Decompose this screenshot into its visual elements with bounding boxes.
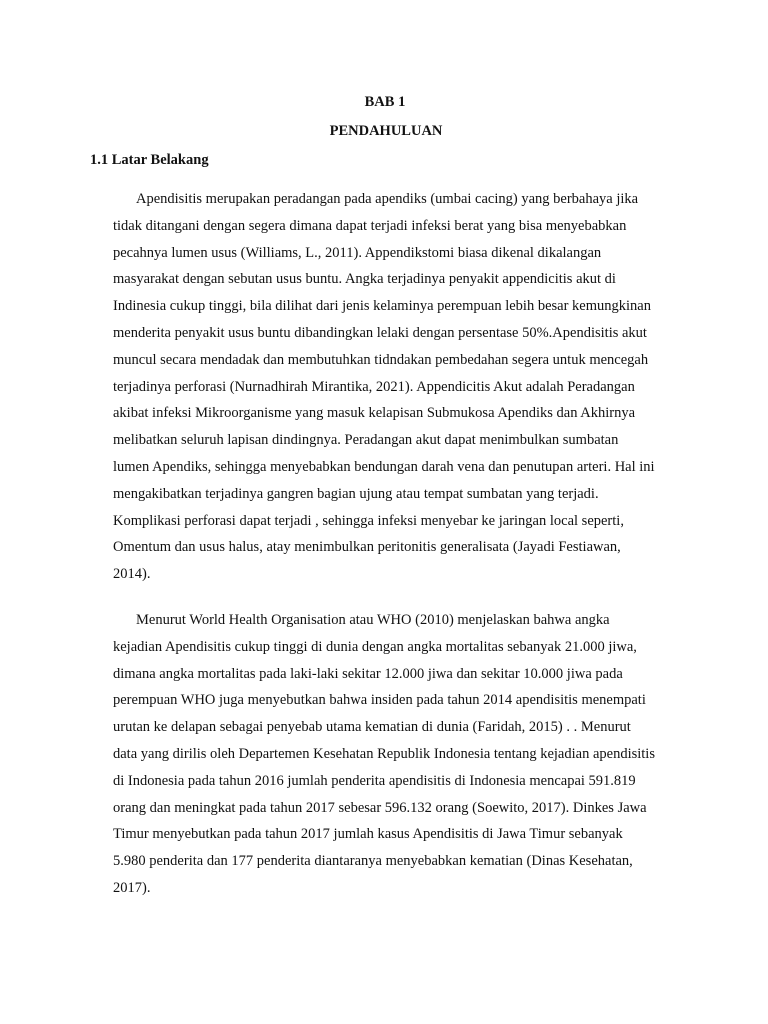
paragraph-line: terjadinya perforasi (Nurnadhirah Mirantika, 2021). Appendicitis Akut adalah Peradangan: [113, 378, 635, 395]
paragraph-line: orang dan meningkat pada tahun 2017 sebesar 596.132 orang (Soewito, 2017). Dinkes Jawa: [113, 799, 647, 816]
paragraph-line: perempuan WHO juga menyebutkan bahwa insiden pada tahun 2014 apendisitis menempati: [113, 692, 646, 709]
paragraph-line: Komplikasi perforasi dapat terjadi , sehingga infeksi menyebar ke jaringan local seperti,: [113, 512, 624, 529]
paragraph-line: tidak ditangani dengan segera dimana dapat terjadi infeksi berat yang bisa menyebabkan: [113, 217, 627, 234]
paragraph-line: mengakibatkan terjadinya gangren bagian ujung atau tempat sumbatan yang terjadi.: [113, 485, 599, 502]
paragraph-line: akibat infeksi Mikroorganisme yang masuk kelapisan Submukosa Apendiks dan Akhirnya: [113, 405, 636, 422]
paragraph-line: Apendisitis merupakan peradangan pada apendiks (umbai cacing) yang berbahaya jika: [136, 191, 639, 207]
section-heading: 1.1 Latar Belakang: [90, 152, 209, 168]
chapter-title: PENDAHULUAN: [329, 123, 443, 139]
paragraph-who-statistics: [113, 611, 693, 906]
paragraph-line: melibatkan seluruh lapisan dindingnya. Peradangan akut dapat menimbulkan sumbatan: [113, 432, 619, 449]
paragraph-line: kejadian Apendisitis cukup tinggi di dunia dengan angka mortalitas sebanyak 21.000 jiwa,: [113, 638, 637, 655]
paragraph-line: Indinesia cukup tinggi, bila dilihat dari jenis kelaminya perempuan lebih besar kemungkinan: [113, 298, 651, 315]
paragraph-background-appendicitis: [113, 190, 693, 592]
paragraph-line: Omentum dan usus halus, atay menimbulkan peritonitis generalisata (Jayadi Festiawan,: [113, 539, 621, 556]
paragraph-line: 2014).: [113, 566, 151, 583]
paragraph-line: masyarakat dengan sebutan usus buntu. Angka terjadinya penyakit appendicitis akut di: [113, 271, 616, 288]
paragraph-line: data yang dirilis oleh Departemen Kesehatan Republik Indonesia tentang kejadian apendisitis: [113, 745, 655, 762]
paragraph-line: 5.980 penderita dan 177 penderita diantaranya menyebabkan kematian (Dinas Kesehatan,: [113, 853, 633, 870]
paragraph-line: dimana angka mortalitas pada laki-laki sekitar 12.000 jiwa dan sekitar 10.000 jiwa pada: [113, 665, 623, 682]
chapter-number: BAB 1: [364, 94, 406, 110]
paragraph-line: menderita penyakit usus buntu dibandingkan lelaki dengan persentase 50%.Apendisitis akut: [113, 324, 647, 341]
paragraph-line: di Indonesia pada tahun 2016 jumlah penderita apendisitis di Indonesia mencapai 591.819: [113, 772, 636, 789]
paragraph-line: Timur menyebutkan pada tahun 2017 jumlah kasus Apendisitis di Jawa Timur sebanyak: [113, 826, 623, 843]
paragraph-line: 2017).: [113, 879, 151, 896]
paragraph-line: pecahnya lumen usus (Williams, L., 2011). Appendikstomi biasa dikenal dikalangan: [113, 244, 602, 261]
paragraph-line: lumen Apendiks, sehingga menyebabkan bendungan darah vena dan penutupan arteri. Hal ini: [113, 458, 655, 475]
paragraph-line: Menurut World Health Organisation atau WHO (2010) menjelaskan bahwa angka: [136, 612, 610, 628]
paragraph-line: urutan ke delapan sebagai penyebab utama kematian di dunia (Faridah, 2015) . . Menurut: [113, 719, 631, 736]
paragraph-line: muncul secara mendadak dan membutuhkan tidndakan pembedahan segera untuk mencegah: [113, 351, 649, 368]
